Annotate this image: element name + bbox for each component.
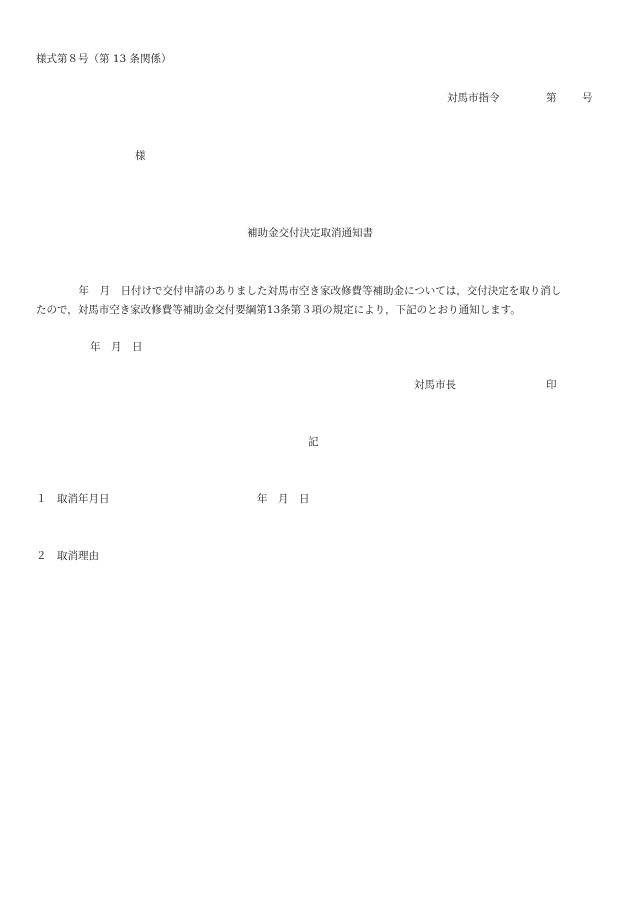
item-label: 取消理由 <box>57 550 99 562</box>
seal-mark: 印 <box>546 379 557 391</box>
ref-go: 号 <box>582 92 593 104</box>
issue-date: 年 月 日 <box>90 341 143 353</box>
ki-label: 記 <box>308 436 319 448</box>
item-number: １ <box>36 493 47 505</box>
item-label: 取消年月日 <box>57 493 110 505</box>
addressee-suffix: 様 <box>135 150 146 162</box>
form-label: 様式第８号（第 13 条関係） <box>36 53 172 65</box>
body-line-1: 年 月 日付けで交付申請のありました対馬市空き家改修費等補助金については，交付決定を取り消し <box>68 285 562 297</box>
item-number: ２ <box>36 550 47 562</box>
ref-dai: 第 <box>546 92 557 104</box>
body-line-2: たので，対馬市空き家改修費等補助金交付要綱第13条第３項の規定により，下記のとおり通知します。 <box>36 304 521 316</box>
signer-title: 対馬市長 <box>414 379 456 391</box>
document-title: 補助金交付決定取消通知書 <box>247 227 373 239</box>
body-paragraph <box>36 282 594 320</box>
ref-issuer: 対馬市指令 <box>447 92 500 104</box>
item-value: 年 月 日 <box>257 493 310 505</box>
